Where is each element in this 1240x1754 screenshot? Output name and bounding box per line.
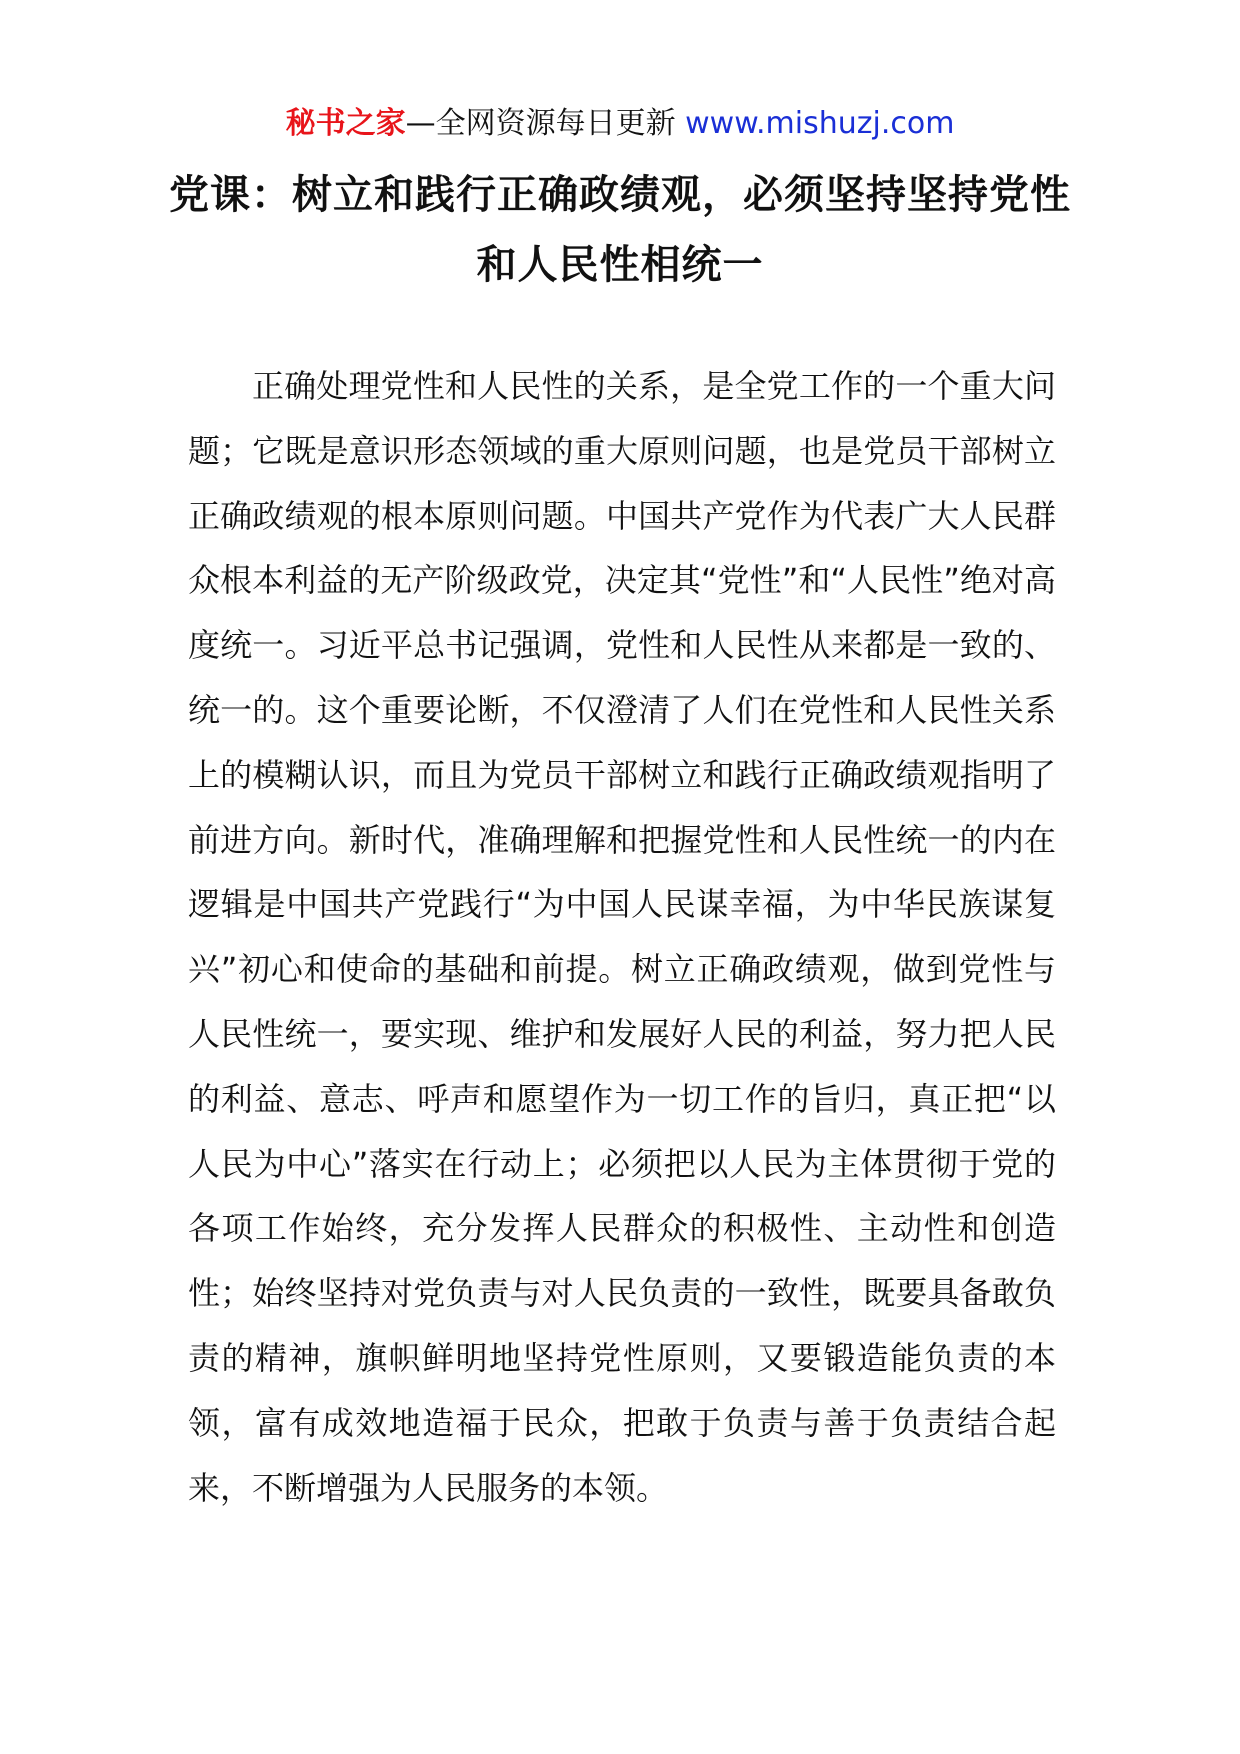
- site-tagline: —全网资源每日更新: [405, 106, 676, 141]
- body-paragraph: 正确处理党性和人民性的关系，是全党工作的一个重大问题；它既是意识形态领域的重大原则问题，也是党员干部树立正确政绩观的根本原则问题。中国共产党作为代表广大人民群众根本利益的无产阶级政党，决定其“党性”和“人民性”绝对高度统一。习近平总书记强调，党性和人民性从来都是一致的、统一的。这个重要论断，不仅澄清了人们在党性和人民性关系上的模糊认识，而且为党员干部树立和践行正确政绩观指明了前进方向。新时代，准确理解和把握党性和人民性统一的内在逻辑是中国共产党践行“为中国人民谋幸福，为中华民族谋复兴”初心和使命的基础和前提。树立正确政绩观，做到党性与人民性统一，要实现、维护和发展好人民的利益，努力把人民的利益、意志、呼声和愿望作为一切工作的旨归，真正把“以人民为中心”落实在行动上；必须把以人民为主体贯彻于党的各项工作始终，充分发挥人民群众的积极性、主动性和创造性；始终坚持对党负责与对人民负责的一致性，既要具备敢负责的精神，旗帜鲜明地坚持党性原则，又要锻造能负责的本领，富有成效地造福于民众，把敢于负责与善于负责结合起来，不断增强为人民服务的本领。: [188, 367, 1056, 1507]
- site-url-link[interactable]: www.mishuzj.com: [685, 106, 955, 141]
- document-title: 党课：树立和践行正确政绩观，必须坚持坚持党性和人民性相统一: [169, 172, 1071, 288]
- site-brand: 秘书之家: [285, 106, 406, 141]
- site-header: [0, 104, 1240, 144]
